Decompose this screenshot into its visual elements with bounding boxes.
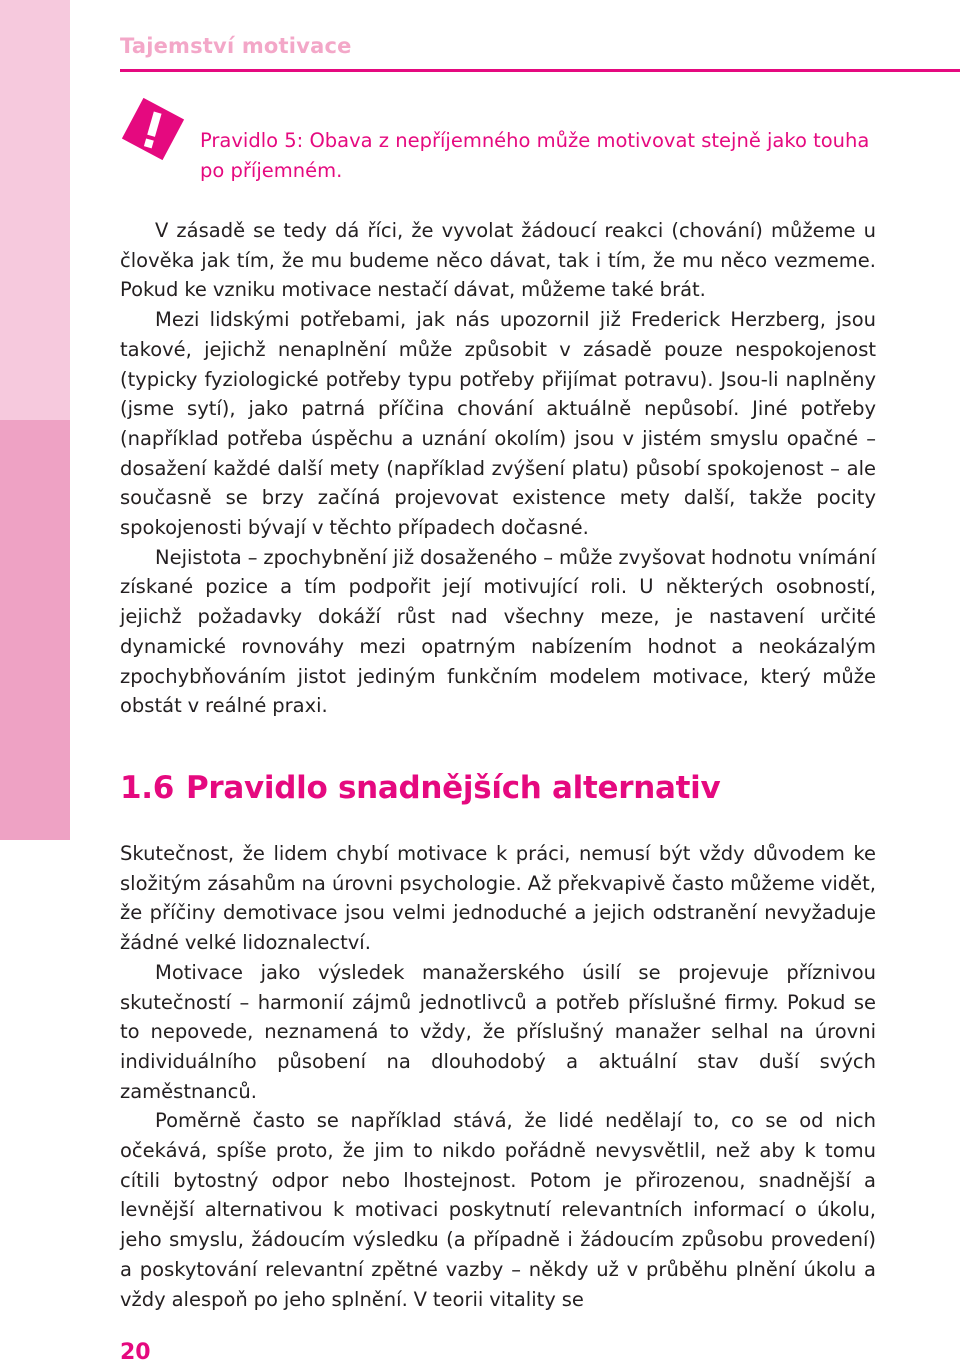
section-title: Pravidlo snadnějších alternativ [186,770,721,806]
section-heading [120,770,720,806]
page-number: 20 [120,1340,151,1365]
section-number: 1.6 [120,770,175,806]
rule-callout-text: Pravidlo 5: Obava z nepříjemného může motivovat stejně jako touha po příjemném. [200,129,870,182]
running-head-title: Tajemství motivace [120,34,352,58]
paragraph: Nejistota – zpochybnění již dosaženého – může zvyšovat hodnotu vnímání získané pozice a tím podpořit její motivující roli. U některých osobností, jejichž požadavky dokáží růst nad všechny meze, je nastavení určité dynamické rovnováhy mezi opatrným nabízením hodnot a neokázalým zpochybňováním jistot jediným funkčním modelem motivace, který může obstát v reálné praxi. [120,545,876,718]
paragraph: V zásadě se tedy dá říci, že vyvolat žádoucí reakci (chování) můžeme u člověka jak tím, že mu budeme něco dávat, tak i tím, že mu něco vezmeme. Pokud ke vzniku motivace nestačí dávat, můžeme také brát. [120,219,876,302]
sidebar-band-light [0,0,70,420]
paragraph: Poměrně často se například stává, že lidé nedělají to, co se od nich očekává, spíše proto, že jim to nikdo pořádně nevysvětlil, než aby k tomu cítili bytostný odpor nebo lhostejnost. Potom je přirozenou, snadnější a levnější alternativou k motivaci poskytnutí relevantních informací o úkolu, jeho smyslu, žádoucím výsledku (a případně i žádoucím způsobu provedení) a poskytování relevantní zpětné vazby – někdy už v průběhu plnění úkolu a vždy alespoň po jeho splnění. V teorii vitality se [120,1109,876,1311]
paragraph: Skutečnost, že lidem chybí motivace k práci, nemusí být vždy důvodem ke složitým zásahům na úrovni psychologie. Až překvapivě často můžeme vidět, že příčiny demotivace jsou velmi jednoduché a jejich odstranění nevyžaduje žádné velké lidoznalectví. [120,842,876,955]
body-text-after-section [120,839,876,1314]
body-text-before-section [120,216,876,721]
paragraph: Mezi lidskými potřebami, jak nás upozornil již Frederick Herzberg, jsou takové, jejichž nenaplnění může způsobit v zásadě pouze nespokojenost (typicky fyziologické potřeby typu potřeby přijímat potravu). Jsou-li naplněny (jsme sytí), jako patrná příčina chování aktuálně nepůsobí. Jiné potřeby (například potřeba úspěchu a uznání okolím) jsou v jistém smyslu opačné – dosažení každé další mety (například zvýšení platu) působí spokojenost – ale současně se brzy začíná projevovat existence mety další, takže pocity spokojenosti bývají v těchto případech dočasné. [120,308,876,540]
sidebar-band-dark [0,420,70,840]
exclamation-diamond-icon [116,92,190,166]
paragraph: Motivace jako výsledek manažerského úsilí se projevuje příznivou skutečností – harmonií zájmů jednotlivců a potřeb příslušné firmy. Pokud se to nepovede, neznamená to vždy, že příslušný manažer selhal na úrovni individuálního působení na dlouhodobý a aktuální stav duší svých zaměstnanců. [120,960,876,1103]
header-rule [120,69,960,72]
